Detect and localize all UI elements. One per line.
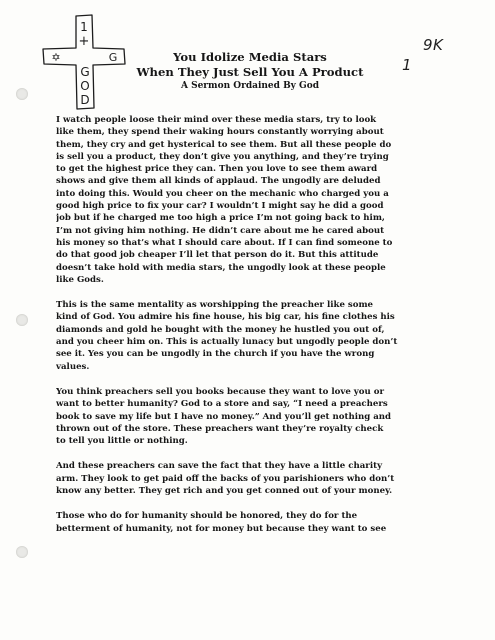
title-line-1: You Idolize Media Stars xyxy=(173,50,327,64)
hole-punch xyxy=(16,546,28,558)
logo-letter: G xyxy=(80,65,90,79)
text-line: and you cheer him on. This is actually lunacy but ungodly people don’t xyxy=(56,337,398,348)
text-line: like Gods. xyxy=(56,274,104,285)
text-line: kind of God. You admire his fine house, his big car, his fine clothes his xyxy=(56,312,395,323)
paragraph xyxy=(56,114,460,286)
text-line: do that good job cheaper I’ll let that person do it. But this attitude xyxy=(56,250,379,261)
paragraph xyxy=(56,299,460,373)
text-line: good high price to fix your car? I wouldn’t I might say he did a good xyxy=(56,201,384,212)
text-line: And these preachers can save the fact that they have a little charity xyxy=(56,461,383,472)
logo-letter: D xyxy=(80,93,90,107)
paragraph xyxy=(56,386,460,447)
text-line: into doing this. Would you cheer on the mechanic who charged you a xyxy=(56,188,389,199)
text-line: This is the same mentality as worshipping the preacher like some xyxy=(56,300,374,311)
text-line: values. xyxy=(56,361,90,372)
text-line: his money so that’s what I should care about. If I can find someone to xyxy=(56,237,393,248)
subtitle: A Sermon Ordained By God xyxy=(180,81,320,91)
text-line: I’m not giving him nothing. He didn’t care about me he cared about xyxy=(56,225,385,236)
text-line: to get the highest price they can. Then you love to see them award xyxy=(56,164,378,175)
paragraph xyxy=(56,460,460,497)
sermon-header xyxy=(130,50,370,93)
text-line: thrown out of the store. These preachers want they’re royalty check xyxy=(56,423,384,434)
handwritten-note: 9K xyxy=(423,36,444,54)
text-line: want to better humanity? God to a store and say, “I need a preachers xyxy=(56,399,388,410)
hole-punch xyxy=(16,88,28,100)
logo-number: 1 xyxy=(80,20,88,34)
text-line: arm. They look to get paid off the backs of you parishioners who don’t xyxy=(56,473,395,484)
star-of-david-icon: ✡ xyxy=(51,51,61,64)
text-line: is sell you a product, they don’t give you anything, and they’re trying xyxy=(56,151,389,162)
logo-letter-g: G xyxy=(108,51,118,64)
text-line: You think preachers sell you books because they want to love you or xyxy=(56,386,385,397)
text-line: to tell you little or nothing. xyxy=(56,436,188,447)
text-line: doesn’t take hold with media stars, the ungodly look at these people xyxy=(56,262,386,273)
hole-punch xyxy=(16,314,28,326)
paragraph xyxy=(56,510,460,535)
text-line: job but if he charged me too high a price I’m not going back to him, xyxy=(56,213,385,224)
text-line: diamonds and gold he bought with the money he hustled you out of, xyxy=(56,324,385,335)
text-line: see it. Yes you can be ungodly in the church if you have the wrong xyxy=(56,349,375,360)
text-line: I watch people loose their mind over these media stars, try to look xyxy=(56,115,377,125)
text-line: like them, they spend their waking hours constantly worrying about xyxy=(56,127,384,138)
text-line: shows and give them all kinds of applaud. The ungodly are deluded xyxy=(56,176,381,187)
text-line: know any better. They get rich and you get conned out of your money. xyxy=(56,486,393,497)
logo-plus: + xyxy=(78,34,90,49)
title-line-2: When They Just Sell You A Product xyxy=(136,65,364,79)
text-line: betterment of humanity, not for money but because they want to see xyxy=(56,523,387,534)
logo-letter: O xyxy=(80,79,90,93)
cross-logo xyxy=(40,12,132,112)
text-line: them, they cry and get hysterical to see them. But all these people do xyxy=(56,139,392,150)
sermon-body xyxy=(56,114,460,548)
text-line: Those who do for humanity should be honored, they do for the xyxy=(56,511,358,522)
handwritten-page-number: 1 xyxy=(402,56,412,74)
text-line: book to save my life but I have no money.” And you’ll get nothing and xyxy=(56,411,392,422)
